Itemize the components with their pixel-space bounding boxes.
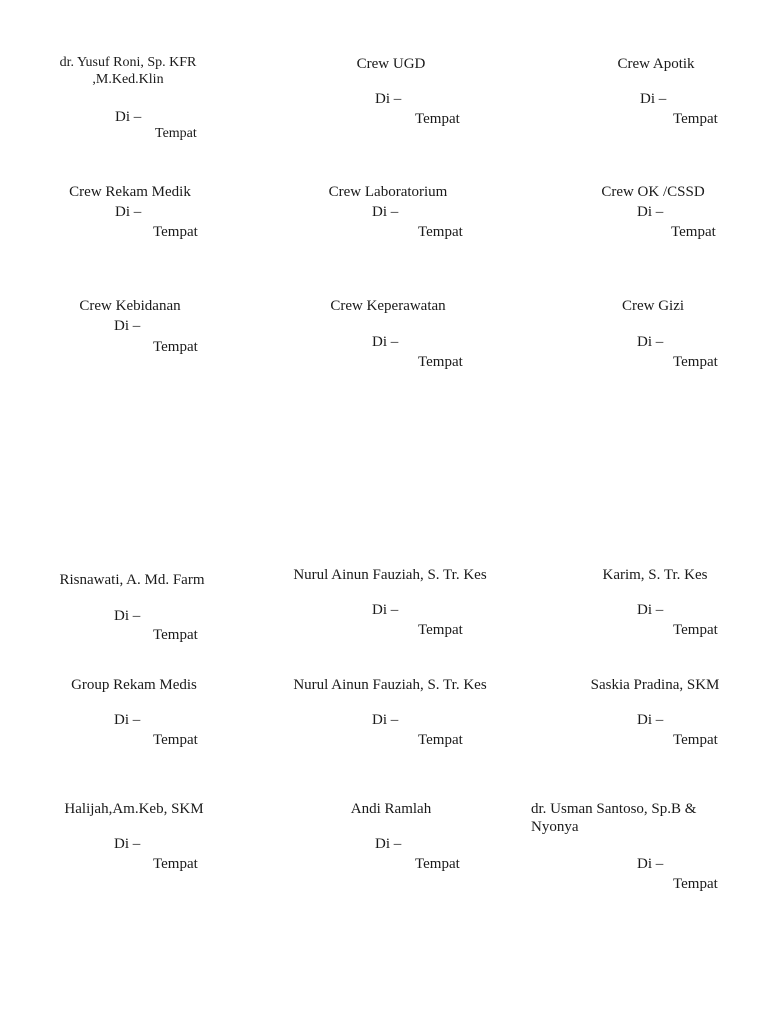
- tempat-text: Tempat: [673, 354, 718, 370]
- di-text: Di –: [640, 91, 667, 107]
- recipient-name: dr. Yusuf Roni, Sp. KFR ,M.Ked.Klin: [59, 55, 197, 87]
- address-label-12: [545, 566, 765, 646]
- address-label-8: [278, 297, 498, 377]
- di-text: Di –: [637, 334, 664, 350]
- di-text: Di –: [372, 602, 399, 618]
- tempat-text: Tempat: [415, 111, 460, 127]
- di-text: Di –: [375, 836, 402, 852]
- di-text: Di –: [637, 602, 664, 618]
- address-label-15: [545, 676, 765, 756]
- recipient-name: Halijah,Am.Keb, SKM: [64, 801, 204, 817]
- tempat-text: Tempat: [673, 876, 718, 892]
- tempat-text: Tempat: [671, 224, 716, 240]
- recipient-name: Group Rekam Medis: [71, 677, 197, 693]
- recipient-name: dr. Usman Santoso, Sp.B & Nyonya: [531, 801, 697, 835]
- di-text: Di –: [372, 712, 399, 728]
- tempat-text: Tempat: [418, 224, 463, 240]
- recipient-name: Saskia Pradina, SKM: [590, 677, 720, 693]
- tempat-text: Tempat: [153, 732, 198, 748]
- recipient-name: Crew Apotik: [617, 56, 695, 72]
- recipient-name: Karim, S. Tr. Kes: [602, 567, 708, 583]
- address-label-2: [281, 55, 501, 145]
- address-label-5: [278, 183, 498, 253]
- recipient-name: Crew Kebidanan: [79, 298, 181, 314]
- tempat-text: Tempat: [673, 622, 718, 638]
- address-label-16: [24, 800, 244, 880]
- di-text: Di –: [372, 204, 399, 220]
- tempat-text: Tempat: [673, 732, 718, 748]
- address-label-3: [546, 55, 766, 145]
- recipient-name: Crew Laboratorium: [328, 184, 448, 200]
- tempat-text: Tempat: [418, 354, 463, 370]
- recipient-name: Crew Rekam Medik: [69, 184, 191, 200]
- di-text: Di –: [372, 334, 399, 350]
- tempat-text: Tempat: [153, 627, 198, 643]
- recipient-name: Crew UGD: [356, 56, 426, 72]
- di-text: Di –: [637, 204, 664, 220]
- tempat-text: Tempat: [155, 126, 197, 141]
- di-text: Di –: [637, 712, 664, 728]
- address-label-11: [280, 566, 500, 646]
- di-text: Di –: [114, 712, 141, 728]
- di-text: Di –: [375, 91, 402, 107]
- address-label-17: [281, 800, 501, 880]
- address-label-18: [531, 800, 743, 892]
- tempat-text: Tempat: [153, 339, 198, 355]
- recipient-name: Crew OK /CSSD: [601, 184, 705, 200]
- tempat-text: Tempat: [418, 622, 463, 638]
- di-text: Di –: [115, 109, 142, 125]
- recipient-name: Andi Ramlah: [350, 801, 432, 817]
- tempat-text: Tempat: [415, 856, 460, 872]
- tempat-text: Tempat: [153, 224, 198, 240]
- address-label-9: [543, 297, 763, 377]
- recipient-name: Nurul Ainun Fauziah, S. Tr. Kes: [293, 567, 487, 583]
- di-text: Di –: [114, 608, 141, 624]
- tempat-text: Tempat: [153, 856, 198, 872]
- di-text: Di –: [115, 204, 142, 220]
- recipient-name: Nurul Ainun Fauziah, S. Tr. Kes: [293, 677, 487, 693]
- di-text: Di –: [114, 836, 141, 852]
- address-label-1: [18, 54, 238, 144]
- address-label-7: [20, 297, 240, 377]
- recipient-name: Risnawati, A. Md. Farm: [59, 572, 205, 588]
- recipient-name: Crew Gizi: [621, 298, 685, 314]
- di-text: Di –: [114, 318, 141, 334]
- address-label-13: [24, 676, 244, 756]
- address-label-10: [22, 571, 242, 651]
- di-text: Di –: [637, 856, 664, 872]
- address-label-14: [280, 676, 500, 756]
- tempat-text: Tempat: [418, 732, 463, 748]
- recipient-name: Crew Keperawatan: [330, 298, 446, 314]
- address-label-4: [20, 183, 240, 253]
- address-label-6: [543, 183, 763, 253]
- tempat-text: Tempat: [673, 111, 718, 127]
